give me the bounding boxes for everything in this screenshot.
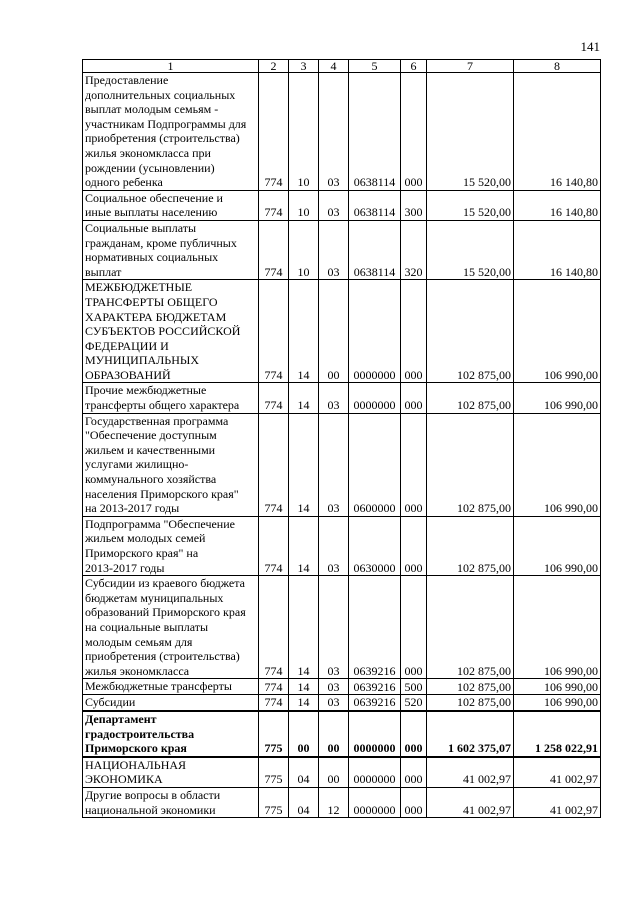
table-row bbox=[83, 73, 601, 191]
target-article-cell: 0638114 bbox=[349, 220, 401, 279]
expense-type-cell: 000 bbox=[401, 73, 427, 191]
expense-type-cell: 000 bbox=[401, 576, 427, 679]
amount-2015-cell: 41 002,97 bbox=[427, 757, 514, 788]
subsection-cell: 03 bbox=[319, 576, 349, 679]
table-row bbox=[83, 787, 601, 817]
table-row bbox=[83, 220, 601, 279]
budget-code-cell: 774 bbox=[259, 695, 289, 711]
budget-code-cell: 774 bbox=[259, 516, 289, 575]
subsection-cell: 00 bbox=[319, 711, 349, 757]
target-article-cell: 0000000 bbox=[349, 787, 401, 817]
header-cell: 3 bbox=[289, 60, 319, 73]
amount-2016-cell: 106 990,00 bbox=[514, 695, 601, 711]
header-cell: 2 bbox=[259, 60, 289, 73]
table-row bbox=[83, 695, 601, 711]
row-name-cell: Межбюджетные трансферты bbox=[83, 679, 259, 695]
amount-2015-cell: 102 875,00 bbox=[427, 679, 514, 695]
target-article-cell: 0639216 bbox=[349, 576, 401, 679]
expense-type-cell: 000 bbox=[401, 383, 427, 413]
budget-code-cell: 775 bbox=[259, 787, 289, 817]
subsection-cell: 03 bbox=[319, 383, 349, 413]
target-article-cell: 0638114 bbox=[349, 190, 401, 220]
expense-type-cell: 320 bbox=[401, 220, 427, 279]
target-article-cell: 0639216 bbox=[349, 679, 401, 695]
section-cell: 14 bbox=[289, 679, 319, 695]
table-row bbox=[83, 280, 601, 383]
subsection-cell: 00 bbox=[319, 757, 349, 788]
row-name-cell: Департамент градостроительства Приморского края bbox=[83, 711, 259, 757]
table-row bbox=[83, 383, 601, 413]
target-article-cell: 0639216 bbox=[349, 695, 401, 711]
page-number: 141 bbox=[580, 39, 600, 54]
section-cell: 04 bbox=[289, 787, 319, 817]
amount-2015-cell: 15 520,00 bbox=[427, 73, 514, 191]
table-row bbox=[83, 679, 601, 695]
amount-2016-cell: 1 258 022,91 bbox=[514, 711, 601, 757]
header-cell: 4 bbox=[319, 60, 349, 73]
section-cell: 14 bbox=[289, 413, 319, 516]
header-cell: 5 bbox=[349, 60, 401, 73]
section-cell: 04 bbox=[289, 757, 319, 788]
target-article-cell: 0600000 bbox=[349, 413, 401, 516]
header-cell: 6 bbox=[401, 60, 427, 73]
target-article-cell: 0000000 bbox=[349, 711, 401, 757]
row-name-cell: Социальное обеспечение и иные выплаты населению bbox=[83, 190, 259, 220]
row-name-cell: Прочие межбюджетные трансферты общего характера bbox=[83, 383, 259, 413]
amount-2015-cell: 41 002,97 bbox=[427, 787, 514, 817]
budget-code-cell: 775 bbox=[259, 757, 289, 788]
amount-2016-cell: 106 990,00 bbox=[514, 516, 601, 575]
header-cell: 1 bbox=[83, 60, 259, 73]
section-cell: 14 bbox=[289, 383, 319, 413]
amount-2016-cell: 16 140,80 bbox=[514, 220, 601, 279]
section-cell: 10 bbox=[289, 220, 319, 279]
expense-type-cell: 300 bbox=[401, 190, 427, 220]
row-name-cell: Субсидии из краевого бюджета бюджетам муниципальных образований Приморского края на социальные выплаты молодым семьям для приобретения (строительства) жилья экономкласса bbox=[83, 576, 259, 679]
subsection-cell: 03 bbox=[319, 413, 349, 516]
budget-code-cell: 774 bbox=[259, 73, 289, 191]
expense-type-cell: 000 bbox=[401, 757, 427, 788]
budget-code-cell: 774 bbox=[259, 413, 289, 516]
subsection-cell: 03 bbox=[319, 679, 349, 695]
budget-table bbox=[82, 59, 601, 818]
target-article-cell: 0638114 bbox=[349, 73, 401, 191]
section-cell: 00 bbox=[289, 711, 319, 757]
table-row bbox=[83, 711, 601, 757]
header-cell: 8 bbox=[514, 60, 601, 73]
amount-2015-cell: 1 602 375,07 bbox=[427, 711, 514, 757]
amount-2015-cell: 102 875,00 bbox=[427, 695, 514, 711]
amount-2016-cell: 106 990,00 bbox=[514, 576, 601, 679]
subsection-cell: 12 bbox=[319, 787, 349, 817]
budget-code-cell: 774 bbox=[259, 576, 289, 679]
amount-2016-cell: 16 140,80 bbox=[514, 73, 601, 191]
amount-2015-cell: 102 875,00 bbox=[427, 576, 514, 679]
expense-type-cell: 500 bbox=[401, 679, 427, 695]
budget-code-cell: 774 bbox=[259, 383, 289, 413]
row-name-cell: МЕЖБЮДЖЕТНЫЕ ТРАНСФЕРТЫ ОБЩЕГО ХАРАКТЕРА БЮДЖЕТАМ СУБЪЕКТОВ РОССИЙСКОЙ ФЕДЕРАЦИИ И МУНИЦИПАЛЬНЫХ ОБРАЗОВАНИЙ bbox=[83, 280, 259, 383]
row-name-cell: Другие вопросы в области национальной экономики bbox=[83, 787, 259, 817]
section-cell: 10 bbox=[289, 190, 319, 220]
table-row bbox=[83, 757, 601, 788]
budget-code-cell: 775 bbox=[259, 711, 289, 757]
budget-code-cell: 774 bbox=[259, 679, 289, 695]
header-row bbox=[83, 60, 601, 73]
section-cell: 14 bbox=[289, 695, 319, 711]
subsection-cell: 03 bbox=[319, 73, 349, 191]
amount-2015-cell: 15 520,00 bbox=[427, 190, 514, 220]
amount-2016-cell: 106 990,00 bbox=[514, 413, 601, 516]
table-row bbox=[83, 413, 601, 516]
section-cell: 14 bbox=[289, 576, 319, 679]
table-row bbox=[83, 190, 601, 220]
budget-code-cell: 774 bbox=[259, 280, 289, 383]
table-row bbox=[83, 516, 601, 575]
target-article-cell: 0630000 bbox=[349, 516, 401, 575]
expense-type-cell: 000 bbox=[401, 280, 427, 383]
section-cell: 14 bbox=[289, 280, 319, 383]
subsection-cell: 03 bbox=[319, 220, 349, 279]
expense-type-cell: 000 bbox=[401, 787, 427, 817]
amount-2015-cell: 102 875,00 bbox=[427, 280, 514, 383]
amount-2016-cell: 41 002,97 bbox=[514, 757, 601, 788]
table-row bbox=[83, 576, 601, 679]
section-cell: 10 bbox=[289, 73, 319, 191]
amount-2016-cell: 106 990,00 bbox=[514, 280, 601, 383]
expense-type-cell: 520 bbox=[401, 695, 427, 711]
amount-2016-cell: 106 990,00 bbox=[514, 679, 601, 695]
row-name-cell: Государственная программа "Обеспечение доступным жильем и качественными услугами жилищно- коммунального хозяйства населения Приморского края" на 2013-2017 годы bbox=[83, 413, 259, 516]
row-name-cell: Субсидии bbox=[83, 695, 259, 711]
subsection-cell: 03 bbox=[319, 516, 349, 575]
row-name-cell: Социальные выплаты гражданам, кроме публичных нормативных социальных выплат bbox=[83, 220, 259, 279]
row-name-cell: Предоставление дополнительных социальных выплат молодым семьям - участникам Подпрограммы для приобретения (строительства) жилья экономкласса при рождении (усыновлении) одного ребенка bbox=[83, 73, 259, 191]
amount-2015-cell: 102 875,00 bbox=[427, 383, 514, 413]
expense-type-cell: 000 bbox=[401, 413, 427, 516]
subsection-cell: 00 bbox=[319, 280, 349, 383]
expense-type-cell: 000 bbox=[401, 711, 427, 757]
amount-2015-cell: 102 875,00 bbox=[427, 413, 514, 516]
budget-code-cell: 774 bbox=[259, 220, 289, 279]
subsection-cell: 03 bbox=[319, 695, 349, 711]
amount-2016-cell: 41 002,97 bbox=[514, 787, 601, 817]
target-article-cell: 0000000 bbox=[349, 757, 401, 788]
row-name-cell: Подпрограмма "Обеспечение жильем молодых семей Приморского края" на 2013-2017 годы bbox=[83, 516, 259, 575]
target-article-cell: 0000000 bbox=[349, 280, 401, 383]
row-name-cell: НАЦИОНАЛЬНАЯ ЭКОНОМИКА bbox=[83, 757, 259, 788]
header-cell: 7 bbox=[427, 60, 514, 73]
amount-2015-cell: 15 520,00 bbox=[427, 220, 514, 279]
subsection-cell: 03 bbox=[319, 190, 349, 220]
section-cell: 14 bbox=[289, 516, 319, 575]
amount-2015-cell: 102 875,00 bbox=[427, 516, 514, 575]
expense-type-cell: 000 bbox=[401, 516, 427, 575]
amount-2016-cell: 16 140,80 bbox=[514, 190, 601, 220]
target-article-cell: 0000000 bbox=[349, 383, 401, 413]
amount-2016-cell: 106 990,00 bbox=[514, 383, 601, 413]
budget-code-cell: 774 bbox=[259, 190, 289, 220]
